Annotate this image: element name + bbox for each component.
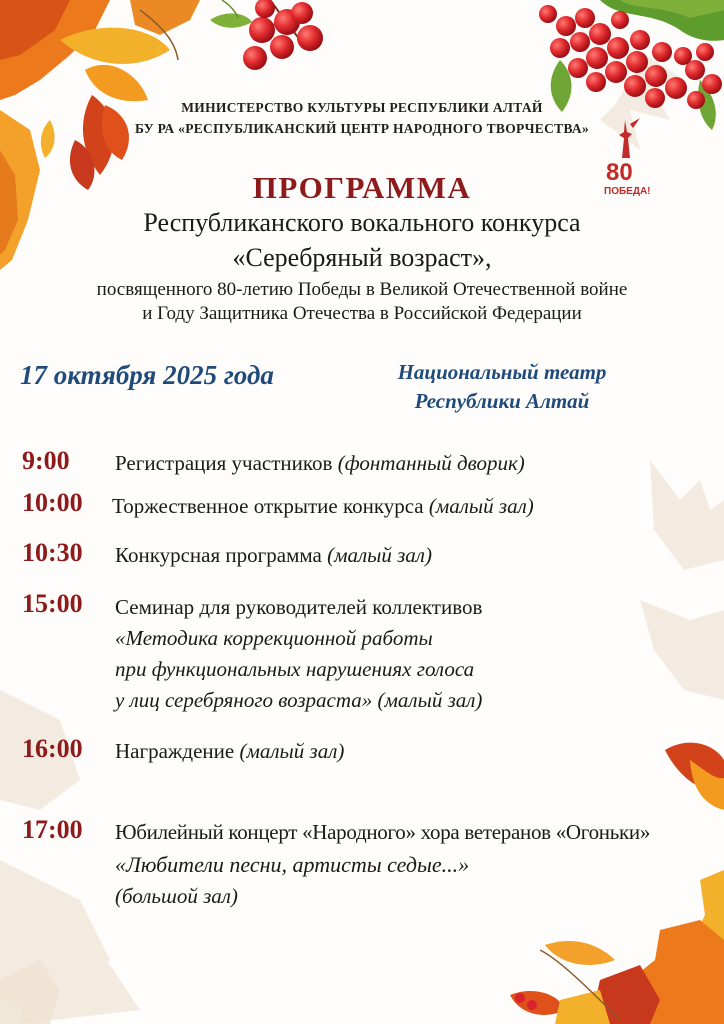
subtitle-line1: Республиканского вокального конкурса (143, 208, 581, 237)
schedule-time: 17:00 (22, 815, 83, 844)
org-line-center: БУ РА «РЕСПУБЛИКАНСКИЙ ЦЕНТР НАРОДНОГО ТВОРЧЕСТВА» (134, 121, 589, 136)
schedule-item-line: у лиц серебряного возраста» (малый зал) (115, 688, 483, 712)
venue-line2: Республики Алтай (414, 389, 590, 413)
schedule-item-line: Торжественное открытие конкурса (малый зал) (112, 494, 534, 518)
schedule-item-line: Конкурсная программа (малый зал) (115, 543, 432, 567)
schedule-item-line: (большой зал) (115, 884, 238, 908)
subtitle-line4: и Году Защитника Отечества в Российской Федерации (142, 303, 582, 324)
schedule-item-line: Награждение (малый зал) (115, 739, 345, 763)
schedule-item-line: при функциональных нарушениях голоса (115, 657, 475, 681)
center-berry-cluster (210, 0, 323, 70)
schedule-time: 10:30 (22, 538, 83, 567)
schedule-item-line: Регистрация участников (фонтанный дворик) (115, 451, 525, 475)
emblem-text: ПОБЕДА! (604, 186, 650, 197)
schedule-item-line: Юбилейный концерт «Народного» хора ветеранов «Огоньки» (115, 820, 651, 844)
schedule-time: 10:00 (22, 488, 83, 517)
schedule-item-line: «Любители песни, артисты седые...» (115, 852, 470, 877)
schedule-time: 15:00 (22, 589, 83, 618)
subtitle-line2: «Серебряный возраст», (232, 243, 492, 272)
schedule-item-line: «Методика коррекционной работы (115, 626, 433, 650)
subtitle-line3: посвященного 80-летию Победы в Великой Отечественной войне (96, 279, 628, 300)
schedule-time: 16:00 (22, 734, 83, 763)
bottom-right-leaves (510, 743, 724, 1024)
schedule-item-line: Семинар для руководителей коллективов (115, 595, 483, 619)
program-title: ПРОГРАММА (252, 170, 472, 205)
schedule-time: 9:00 (22, 446, 70, 475)
org-line-ministry: МИНИСТЕРСТВО КУЛЬТУРЫ РЕСПУБЛИКИ АЛТАЙ (181, 100, 543, 115)
emblem-number: 80 (606, 159, 633, 186)
venue-line1: Национальный театр (397, 360, 607, 384)
event-date: 17 октября 2025 года (20, 360, 274, 390)
